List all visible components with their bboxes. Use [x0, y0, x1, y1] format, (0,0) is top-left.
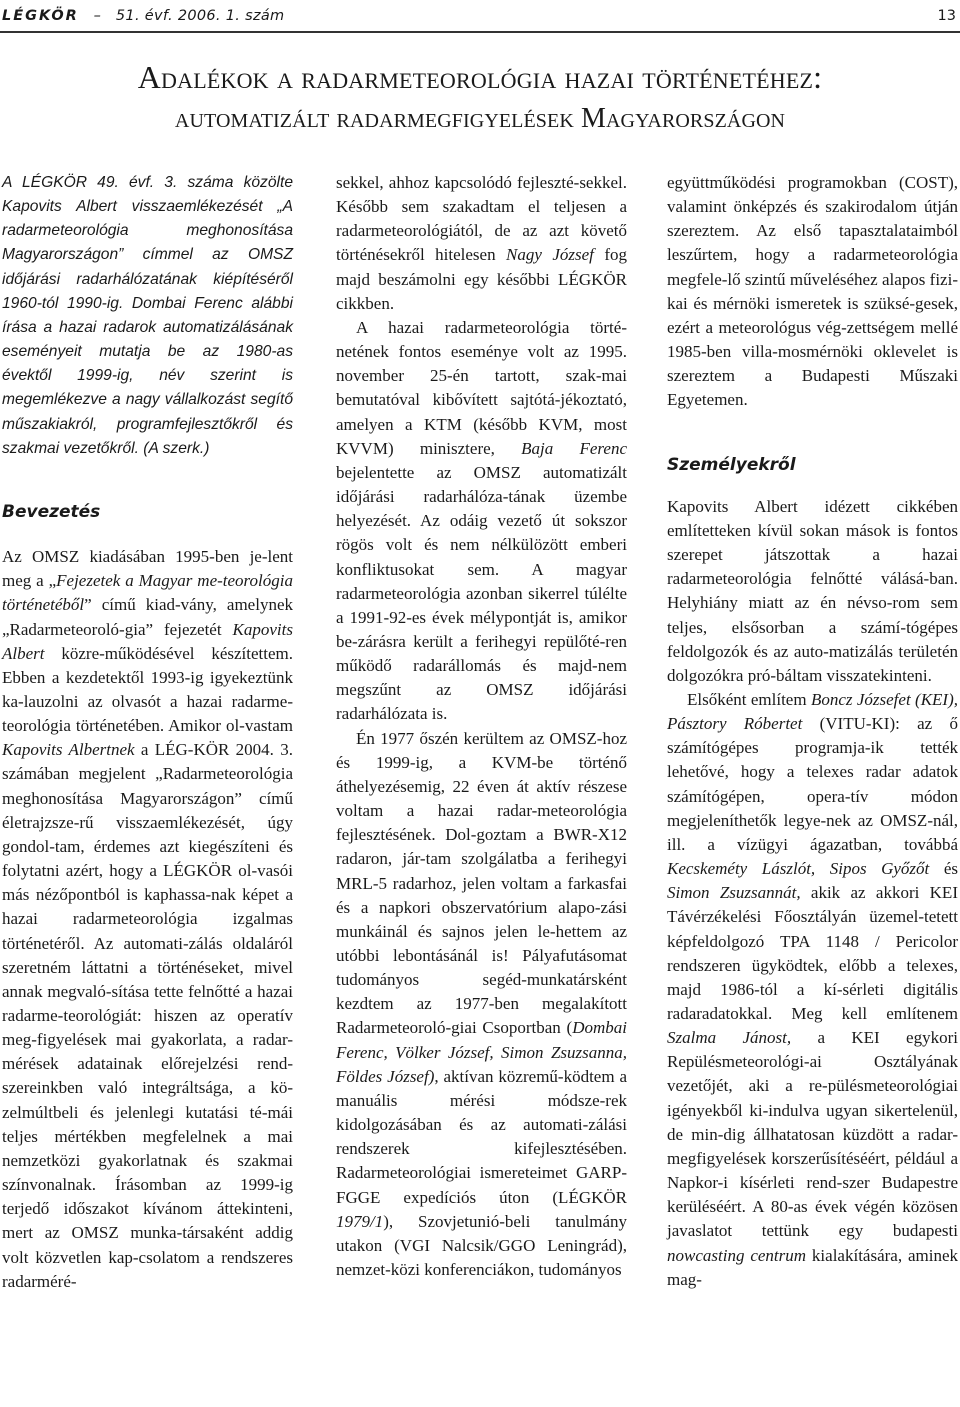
header-divider — [0, 31, 960, 33]
paragraph: Az OMSZ kiadásában 1995-ben je-lent meg a „Fejezetek a Magyar me-teorológia történetéből” című kiad-vány, amelynek „Radarmeteoroló-gia” fejezetét Kapovits Albert közre-működésével készítettem. Ebben a kezdetektől 1993-ig igyekeztünk ka-lauzolni az olvasót a hazai radarme-teorológia történetében. Amikor ol-vastam Kapovits Albertnek a LÉG-KÖR 2004. 3. számában megjelent „Radarmeteorológia meghonosítása Magyarországon” című életrajzsze-rű visszaemlékezését, úgy gondol-tam, érdemes azt kiegészíteni és folytatni azért, hogy a LÉGKÖR ol-vasói más nézőpontból is kaphassa-nak képet a hazai radarmeteorológia izgalmas történetéről. Az automati-zálás oldaláról szeretném láttatni a történéseket, mivel annak megvaló-sítása tette felnőtté a hazai radarme-teorológiát: hiszen az operatív meg-figyelések mai gyakorlata, a radar-mérések adatainak előrejelzési rend-szereinkben való integráltsága, a kö-zelmúltbeli és jelenlegi kutatási té-mái teljes mértékben megfelelnek a mai nemzetközi gyakorlatnak és szakmai színvonalnak. Írásomban az 1999-ig terjedő időszakot kívánom áttekinteni, mert az OMSZ munka-társaként addig volt közvetlen kap-csolatom a rendszeres radarméré- — [2, 547, 293, 1291]
title-line-1: Adalékok a radarmeteorológia hazai történetéhez: — [137, 59, 823, 95]
paragraph: Elsőként említem Boncz Józsefet (KEI), Pásztory Róbertet (VITU-KI): az ő számítógépes programja-ik tették lehetővé, hogy a telexes radar adatok számítógépen, opera-tív módon megjeleníthetők legye-nek az OMSZ-nál, ill. a vízügyi ágazatban, továbbá Kecskeméty Lászlót, Sipos Győzőt és Simon Zsuzsannát, akik az akkori KEI Távérzékelési Főosztályán üzemel-tetett képfeldolgozó TPA 1148 / Pericolor rendszeren ügyködtek, előbb a telexes, majd 1986-tól a kí-sérleti digitális radaradatokkal. Meg kell említenem Szalma Jánost, a KEI egykori Repülésmeteorológi-ai Osztályának vezetőjét, aki a re-pülésmeteorológiai igényekből ki-indulva ugyan sikertelenül, de min-dig állhatatosan küzdött a radar-megfigyelések korszerűsítéséért, például a Napkor-i kísérleti rend-szer Budapestre kerüléséért. A 80-as évek végén közösen javaslatot tettünk egy budapesti nowcasting centrum kialakítására, aminek mag- — [667, 689, 959, 1289]
article-title — [0, 56, 960, 140]
journal-name: LÉGKÖR — [2, 8, 79, 24]
section-heading-szemelyekrol: Személyekről — [667, 454, 796, 475]
running-header — [0, 0, 960, 34]
paragraph: Kapovits Albert idézett cikkében említetteken kívül sokan mások is fontos szerepet játszottak a hazai radarmeteorológia felnőtté válásá-ban. Helyhiány miatt az én névso-rom sem teljes, elsősorban a számí-tógépes feldolgozók és az auto-matizálás területén dolgozókra pró-báltam visszatekinteni. — [667, 496, 958, 685]
column-1 — [2, 171, 293, 1294]
header-journal-info: LÉGKÖR – 51. évf. 2006. 1. szám — [2, 8, 285, 24]
issue-info: 51. évf. 2006. 1. szám — [115, 8, 285, 24]
page-number: 13 — [937, 8, 956, 24]
title-line-2: automatizált radarmegfigyelések Magyarországon — [174, 103, 786, 134]
column-2 — [336, 171, 627, 1282]
paragraph: sekkel, ahhoz kapcsolódó fejleszté-sekkel. Később sem szakadtam el teljesen a radarmeteorológiától, de az azt követő történésekről hitelesen Nagy József fog majd beszámolni egy későbbi LÉGKÖR cikkben. — [336, 173, 627, 313]
editorial-intro: A LÉGKÖR 49. évf. 3. száma közölte Kapovits Albert visszaemlékezését „A radarmeteorológia meghonosítása Magyarországon” címmel az OMSZ időjárási radarhálózatának kiépítéséről 1960-tól 1990-ig. Dombai Ferenc alábbi írása a hazai radarok automatizálásának eseményeit mutatja be az 1980-as évektől 1999-ig, név szerint is megemlékezve a nagy vállalkozást segítő műszakiakról, programfejlesztőkről és szakmai vezetőkről. (A szerk.) — [2, 174, 293, 457]
paragraph: A hazai radarmeteorológia törté-netének fontos eseménye volt az 1995. november 25-én tartott, szak-mai bemutatóval kibővített sajtótá-jékoztató, amelyen a KTM (később KVM, most KVVM) minisztere, Baja Ferenc bejelentette az OMSZ automatizált időjárási radarhálóza-tának üzembe helyezését. Az odáig vezető út sokszor rögös volt és nem nélkülözött emberi konfliktusokat sem. A magyar radarmeteorológia azonban sikerrel túlélte a 1991-92-es évek mélypontját is, amikor be-zárásra került a ferihegyi repülőté-ren működő radarállomás és majd-nem megszűnt az OMSZ időjárási radarhálózata is. — [336, 317, 627, 724]
section-heading-bevezetes: Bevezetés — [2, 501, 101, 522]
paragraph: Én 1977 őszén kerültem az OMSZ-hoz és 1999-ig, a KVM-be történő áthelyezésemig, 22 éven át aktív részese voltam a hazai radar-meteorológia fejlesztésének. Dol-goztam a BWR-X12 radaron, jár-tam szolgálatba a ferihegyi MRL-5 radarhoz, jelen voltam a farkasfai és a napkori obszervatórium alapo-zási munkáinál és sajnos jelen le-hettem az utóbbi lebontásánál is! Pályafutásomat tudományos segéd-munkatársként kezdtem az 1977-ben megalakított Radarmeteoroló-giai Csoportban (Dombai Ferenc, Völker József, Simon Zsuzsanna, Földes József), aktívan közremű-ködtem a manuális mérési módsze-rek kidolgozásában és az automati-zálási rendszerek kifejlesztésében. Radarmeteorológiai ismereteimet GARP-FGGE expedíciós úton (LÉGKÖR 1979/1), Szovjetunió-beli tanulmány utakon (VGI Nalcsik/GGO Leningrád), nemzet-közi konferenciákon, tudományos — [336, 728, 627, 1280]
paragraph: együttműködési programokban (COST), valamint önképzés és szakirodalom útján szereztem. Az első tapasztalataimból leszűrtem, hogy a radarmeteorológia megfele-lő szintű műveléséhez alapos fizi-kai és mérnöki ismeretek is szüksé-gesek, ezért a meteorológus vég-zettségem mellé 1985-ben villa-mosmérnöki oklevelet is szereztem a Budapesti Műszaki Egyetemen. — [667, 173, 958, 410]
column-3 — [667, 171, 958, 1292]
